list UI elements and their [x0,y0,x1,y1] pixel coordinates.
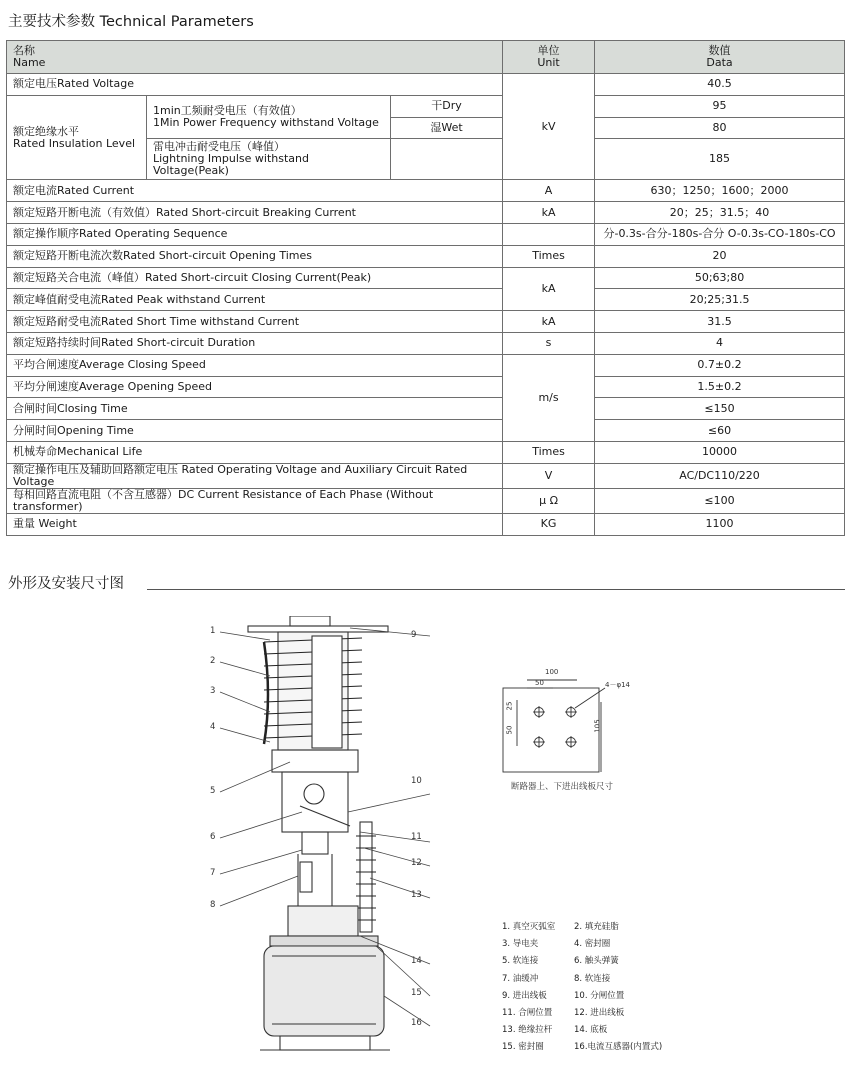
callout-11: 11 [411,832,422,842]
param-unit: A [503,180,595,202]
legend-row [502,989,662,1006]
param-value: 20;25;31.5 [595,289,845,311]
param-value: 50;63;80 [595,267,845,289]
callout-1: 1 [210,626,216,636]
section-title-dimensions: 外形及安装尺寸图 [8,576,124,592]
legend-item: 6. 触头弹簧 [574,956,619,967]
header-data: 数值 Data [595,41,845,74]
param-name: 重量 Weight [7,513,503,535]
terminal-plate-caption: 断路器上、下进出线板尺寸 [511,782,614,792]
dim-100: 100 [545,668,559,676]
callout-14: 14 [411,956,422,966]
legend-row [502,1006,662,1023]
legend-row [502,937,662,954]
param-name: 平均分闸速度Average Opening Speed [7,376,503,398]
legend-row [502,972,662,989]
callout-16: 16 [411,1018,422,1028]
table-row [7,398,845,420]
table-row [7,267,845,289]
param-unit: kV [503,74,595,180]
param-value: 31.5 [595,311,845,333]
param-unit: Times [503,245,595,267]
param-value: 630；1250；1600；2000 [595,180,845,202]
param-name: 平均合闸速度Average Closing Speed [7,354,503,376]
legend-item: 13. 绝缘拉杆 [502,1025,553,1036]
table-row [7,332,845,354]
legend-item: 10. 分闸位置 [574,990,625,1001]
technical-parameters-table [6,40,845,536]
table-row [7,202,845,224]
callout-8: 8 [210,900,216,910]
table-row [7,74,845,96]
callout-5: 5 [210,786,216,796]
param-unit [503,223,595,245]
callout-3: 3 [210,686,216,696]
param-unit: kA [503,267,595,311]
table-row [7,311,845,333]
param-value: 20 [595,245,845,267]
dim-holes: 4－φ14 [605,681,630,689]
callout-labels [200,616,440,1071]
param-value: 95 [595,95,845,117]
param-unit: V [503,463,595,488]
callout-15: 15 [411,988,422,998]
param-unit: s [503,332,595,354]
legend-item: 16.电流互感器(内置式) [574,1042,663,1053]
param-unit: μ Ω [503,488,595,513]
table-row [7,488,845,513]
param-unit: kA [503,311,595,333]
legend-item: 7. 油缓冲 [502,973,539,984]
table-row [7,420,845,442]
legend-item: 4. 密封圈 [574,939,611,950]
table-row [7,441,845,463]
table-row [7,180,845,202]
dim-105: 105 [593,719,602,733]
dim-50: 50 [535,679,544,687]
section-title-technical-parameters: 主要技术参数 Technical Parameters [8,14,254,30]
table-row [7,513,845,535]
param-value: AC/DC110/220 [595,463,845,488]
dim-25: 25 [505,701,514,711]
legend-row [502,1040,662,1057]
legend-item: 12. 进出线板 [574,1007,625,1018]
empty-cell [391,139,503,180]
param-name: 额定短路开断电流（有效值）Rated Short-circuit Breaking Current [7,202,503,224]
callout-2: 2 [210,656,216,666]
table-row [7,376,845,398]
legend-item: 3. 导电夹 [502,939,539,950]
param-value: 1.5±0.2 [595,376,845,398]
param-name: 额定短路开断电流次数Rated Short-circuit Opening Times [7,245,503,267]
legend-item: 2. 填充硅脂 [574,922,619,932]
param-value: 80 [595,117,845,139]
legend-row [502,920,662,937]
insulation-level-label: 额定绝缘水平 Rated Insulation Level [7,95,147,180]
param-value: 10000 [595,441,845,463]
legend-item: 11. 合闸位置 [502,1007,553,1018]
table-row [7,463,845,488]
table-row [7,245,845,267]
power-frequency-label: 1min工频耐受电压（有效值） 1Min Power Frequency withstand Voltage [147,95,391,139]
param-name: 额定短路关合电流（峰值）Rated Short-circuit Closing Current(Peak) [7,267,503,289]
legend-item: 9. 进出线板 [502,990,547,1001]
param-name: 额定操作顺序Rated Operating Sequence [7,223,503,245]
table-row [7,354,845,376]
param-unit: m/s [503,354,595,441]
callout-4: 4 [210,722,216,732]
legend-item: 5. 软连接 [502,956,539,967]
legend-row [502,1023,662,1040]
legend-item: 1. 真空灭弧室 [502,922,556,932]
param-value: ≤60 [595,420,845,442]
param-name: 每相回路直流电阻（不含互感器）DC Current Resistance of Each Phase (Without transformer) [7,488,503,513]
param-value: ≤100 [595,488,845,513]
param-value: 分-0.3s-合分-180s-合分 O-0.3s-CO-180s-CO [595,223,845,245]
table-header-row [7,41,845,74]
param-unit: Times [503,441,595,463]
param-value: 4 [595,332,845,354]
param-name: 额定短路持续时间Rated Short-circuit Duration [7,332,503,354]
title-divider [147,589,845,590]
param-name: 额定操作电压及辅助回路额定电压 Rated Operating Voltage and Auxiliary Circuit Rated Voltage [7,463,503,488]
dim-50-vertical: 50 [505,725,514,735]
legend-item: 8. 软连接 [574,973,611,984]
param-name: 额定电压Rated Voltage [7,74,503,96]
table-row [7,289,845,311]
callout-6: 6 [210,832,216,842]
parts-legend [502,920,662,1058]
param-value: 1100 [595,513,845,535]
lightning-impulse-label: 雷电冲击耐受电压（峰值） Lightning Impulse withstand Voltage(Peak) [147,139,391,180]
wet-label: 湿Wet [391,117,503,139]
param-name: 额定峰值耐受电流Rated Peak withstand Current [7,289,503,311]
callout-7: 7 [210,868,216,878]
table-row [7,95,845,117]
callout-12: 12 [411,858,422,868]
legend-row [502,954,662,971]
param-name: 机械寿命Mechanical Life [7,441,503,463]
param-value: 185 [595,139,845,180]
param-value: 20；25；31.5；40 [595,202,845,224]
header-unit: 单位 Unit [503,41,595,74]
param-value: 40.5 [595,74,845,96]
param-unit: kA [503,202,595,224]
dry-label: 干Dry [391,95,503,117]
param-name: 额定电流Rated Current [7,180,503,202]
legend-item: 14. 底板 [574,1025,608,1036]
callout-10: 10 [411,776,422,786]
header-name: 名称 Name [7,41,503,74]
table-row [7,223,845,245]
param-name: 分闸时间Opening Time [7,420,503,442]
legend-item: 15. 密封圈 [502,1042,544,1053]
param-value: ≤150 [595,398,845,420]
param-unit: KG [503,513,595,535]
terminal-plate-dims [497,668,647,778]
callout-9: 9 [411,630,417,640]
param-value: 0.7±0.2 [595,354,845,376]
param-name: 合闸时间Closing Time [7,398,503,420]
param-name: 额定短路耐受电流Rated Short Time withstand Current [7,311,503,333]
callout-13: 13 [411,890,422,900]
